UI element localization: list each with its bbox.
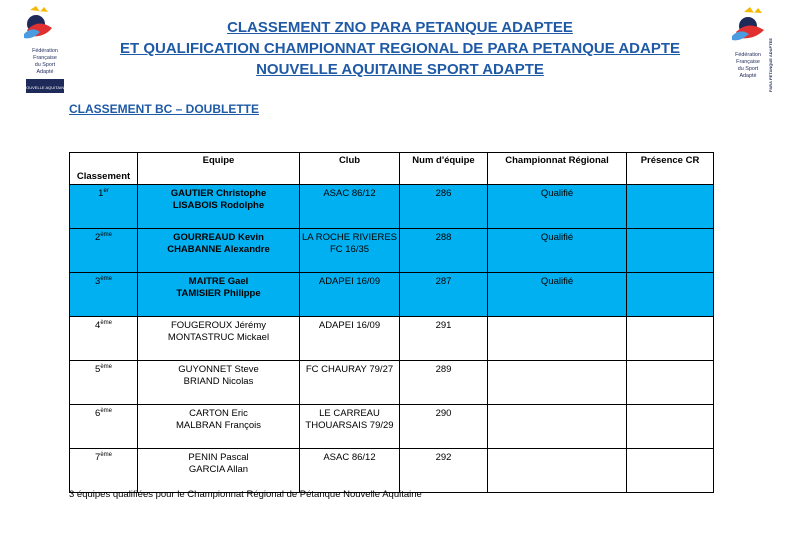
presence-cell <box>627 185 714 229</box>
table-row <box>70 405 714 449</box>
team-cell <box>138 229 300 273</box>
club-line-1: LE CARREAU <box>319 408 380 419</box>
team-cell <box>138 449 300 493</box>
team-cell <box>138 361 300 405</box>
rank-suffix: ème <box>100 231 112 238</box>
championnat-cell <box>488 361 627 405</box>
logo-left-text-2: Française <box>33 55 57 61</box>
table-row <box>70 185 714 229</box>
logo-left-text-1: Fédération <box>32 48 58 54</box>
rank-cell <box>70 185 138 229</box>
rank-suffix: er <box>103 187 109 194</box>
team-number-cell: 289 <box>400 361 488 405</box>
header-num-equipe: Num d'équipe <box>400 153 488 185</box>
rank-cell <box>70 361 138 405</box>
header-presence-cr: Présence CR <box>627 153 714 185</box>
player-1: GUYONNET Steve <box>178 364 259 375</box>
team-number-cell: 288 <box>400 229 488 273</box>
championnat-cell: Qualifié <box>488 229 627 273</box>
player-2: CHABANNE Alexandre <box>167 244 270 255</box>
team-cell <box>138 273 300 317</box>
rank-number: 1 <box>98 188 104 199</box>
presence-cell <box>627 317 714 361</box>
club-line-1: FC CHAURAY 79/27 <box>305 364 394 375</box>
logo-right-text-4: Adapté <box>739 73 757 79</box>
club-cell <box>300 405 400 449</box>
club-cell <box>300 449 400 493</box>
table-row <box>70 229 714 273</box>
title-line-2: ET QUALIFICATION CHAMPIONNAT REGIONAL DE PARA PETANQUE ADAPTE <box>119 40 680 57</box>
footnote: 3 équipes qualifiées pour le Championnat Régional de Pétanque Nouvelle Aquitaine <box>69 489 422 500</box>
rank-cell <box>70 405 138 449</box>
championnat-cell <box>488 317 627 361</box>
presence-cell <box>627 405 714 449</box>
championnat-cell: Qualifié <box>488 185 627 229</box>
rank-number: 5 <box>95 364 101 375</box>
rank-cell <box>70 229 138 273</box>
rank-suffix: ème <box>100 451 112 458</box>
player-2: MONTASTRUC Mickael <box>167 332 270 343</box>
header-classement: Classement <box>70 153 138 185</box>
rank-number: 7 <box>95 452 101 463</box>
header-championnat-regional: Championnat Régional <box>488 153 627 185</box>
logo-right-vertical-text: PARA PETANQUE ADAPTEE <box>768 37 773 92</box>
logo-right-text-1: Fédération <box>735 52 761 58</box>
club-line-2: THOUARSAIS 79/29 <box>305 420 394 431</box>
team-cell <box>138 405 300 449</box>
team-number-cell: 292 <box>400 449 488 493</box>
team-number-cell: 290 <box>400 405 488 449</box>
player-2: GARCIA Allan <box>188 464 249 475</box>
club-line-1: ADAPEI 16/09 <box>318 276 381 287</box>
logo-left-text-4: Adapté <box>36 69 54 75</box>
club-line-1: ADAPEI 16/09 <box>318 320 381 331</box>
club-cell <box>300 361 400 405</box>
player-1: FOUGEROUX Jérémy <box>170 320 266 331</box>
rank-cell <box>70 449 138 493</box>
logo-right-text-3: du Sport <box>737 66 759 72</box>
club-line-2: FC 16/35 <box>329 244 370 255</box>
rank-suffix: ème <box>100 319 112 326</box>
player-1: CARTON Eric <box>189 408 248 419</box>
rank-suffix: ème <box>100 363 112 370</box>
document-title <box>0 17 800 80</box>
rank-number: 3 <box>95 276 101 287</box>
player-1: MAITRE Gael <box>188 276 249 287</box>
logo-right-text-2: Française <box>736 59 760 65</box>
rank-number: 6 <box>95 408 101 419</box>
rank-suffix: ème <box>100 275 112 282</box>
club-line-1: ASAC 86/12 <box>323 188 376 199</box>
table-header-row <box>70 153 714 185</box>
presence-cell <box>627 449 714 493</box>
player-2: LISABOIS Rodolphe <box>172 200 265 211</box>
ranking-table <box>69 152 714 493</box>
team-number-cell: 286 <box>400 185 488 229</box>
club-cell <box>300 185 400 229</box>
club-cell <box>300 229 400 273</box>
player-2: TAMISIER Philippe <box>176 288 261 299</box>
player-1: GAUTIER Christophe <box>170 188 267 199</box>
championnat-cell <box>488 449 627 493</box>
team-number-cell: 287 <box>400 273 488 317</box>
logo-left-text-3: du Sport <box>34 62 56 68</box>
table-row <box>70 273 714 317</box>
presence-cell <box>627 361 714 405</box>
presence-cell <box>627 229 714 273</box>
team-number-cell: 291 <box>400 317 488 361</box>
logo-left-region: NOUVELLE AQUITAINE <box>23 85 67 90</box>
rank-number: 2 <box>95 232 101 243</box>
player-2: BRIAND Nicolas <box>183 376 254 387</box>
rank-number: 4 <box>95 320 101 331</box>
club-cell <box>300 317 400 361</box>
title-line-3: NOUVELLE AQUITAINE SPORT ADAPTE <box>256 61 544 78</box>
club-line-1: ASAC 86/12 <box>323 452 376 463</box>
championnat-cell: Qualifié <box>488 273 627 317</box>
player-1: GOURREAUD Kevin <box>173 232 264 243</box>
title-line-1: CLASSEMENT ZNO PARA PETANQUE ADAPTEE <box>227 19 573 36</box>
rank-cell <box>70 317 138 361</box>
team-cell <box>138 317 300 361</box>
header-equipe: Equipe <box>138 153 300 185</box>
table-row <box>70 449 714 493</box>
table-row <box>70 361 714 405</box>
club-line-1: LA ROCHE RIVIERES <box>301 232 398 243</box>
championnat-cell <box>488 405 627 449</box>
player-2: MALBRAN François <box>176 420 261 431</box>
team-cell <box>138 185 300 229</box>
club-cell <box>300 273 400 317</box>
rank-cell <box>70 273 138 317</box>
rank-suffix: ème <box>100 407 112 414</box>
player-1: PENIN Pascal <box>188 452 249 463</box>
section-subtitle: CLASSEMENT BC – DOUBLETTE <box>69 102 260 116</box>
presence-cell <box>627 273 714 317</box>
header-club: Club <box>300 153 400 185</box>
table-row <box>70 317 714 361</box>
